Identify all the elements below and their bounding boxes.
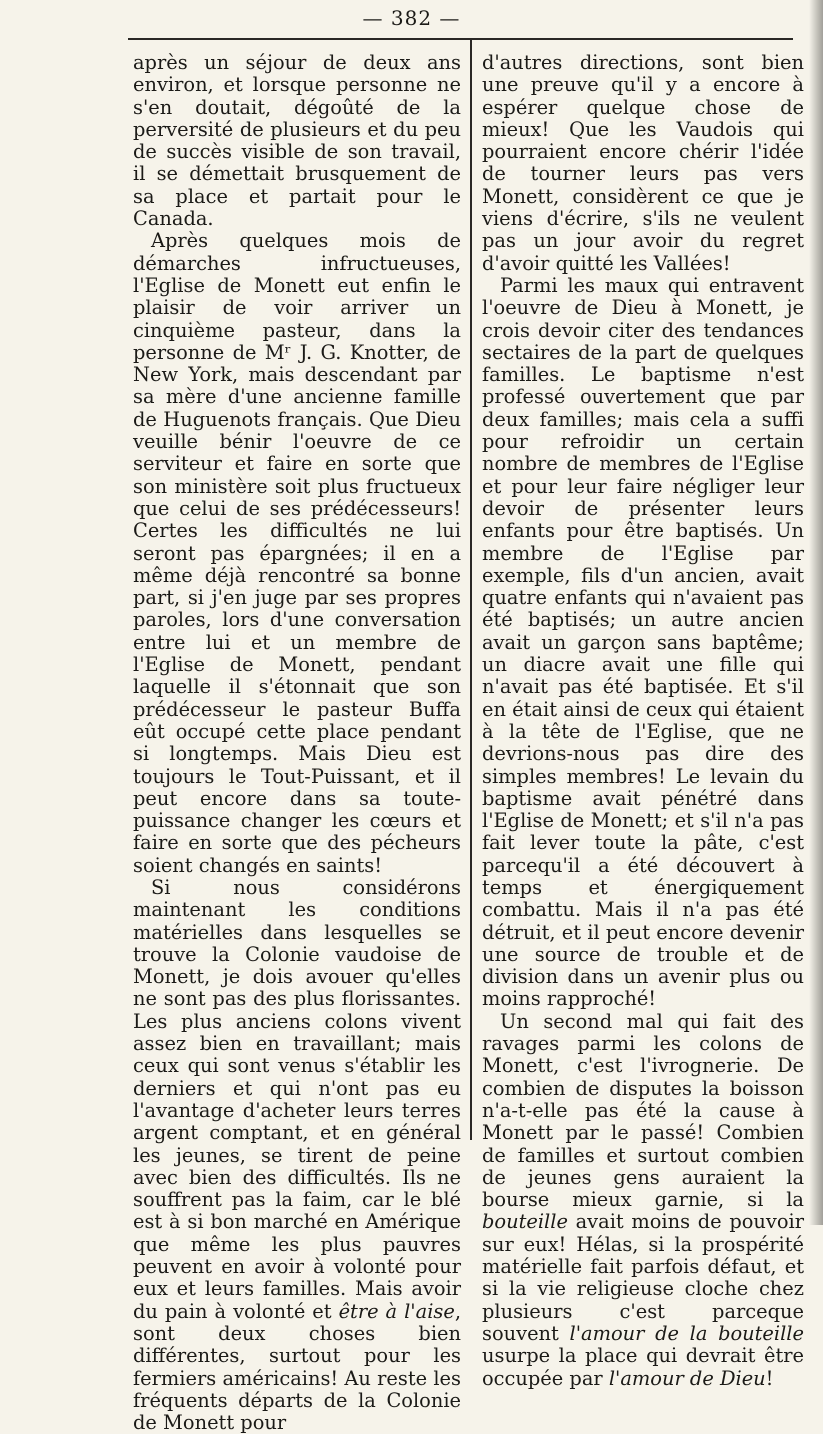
right-column: [482, 52, 804, 1390]
right-p3-text-b: avait moins de pouvoir sur eux! Hélas, si la prospérité matérielle fait parfois défaut, et si la vie religieuse cloche chez plusieurs c'est parceque souvent: [482, 1210, 804, 1345]
right-p3-text-d: !: [765, 1366, 774, 1390]
right-paragraph-3: [482, 1011, 804, 1390]
page-edge-shadow: [809, 0, 823, 1225]
right-p3-italic-bouteille: bouteille: [482, 1210, 568, 1234]
right-paragraph-1: d'autres directions, sont bien une preuve qu'il y a encore à espérer quelque chose de mieux! Que les Vaudois qui pourraient encore chérir l'idée de tourner leurs pas vers Monett, considèrent ce que je viens d'écrire, s'ils ne veulent pas un jour avoir du regret d'avoir quitté les Vallées!: [482, 51, 804, 275]
right-p3-text-c: usurpe la place qui devrait être occupée par: [482, 1344, 804, 1390]
left-paragraph-2: Après quelques mois de démarches infructueuses, l'Eglise de Monett eut enfin le plaisir de voir arriver un cinquième pasteur, dans la personne de Mʳ J. G. Knotter, de New York, mais descendant par sa mère d'une ancienne famille de Huguenots français. Que Dieu veuille bénir l'oeuvre de ce serviteur et faire en sorte que son ministère soit plus fructueux que celui de ses prédécesseurs! Certes les difficultés ne lui seront pas épargnées; il en a même déjà rencontré sa bonne part, si j'en juge par ses propres paroles, lors d'une conversation entre lui et un membre de l'Eglise de Monett, pendant laquelle il s'étonnait que son prédécesseur le pasteur Buffa eût occupé cette place pendant si longtemps. Mais Dieu est toujours le Tout-Puissant, et il peut encore dans sa toute-puissance changer les cœurs et faire en sorte que des pécheurs soient changés en saints!: [133, 229, 461, 877]
left-p3-text-a: Si nous considérons maintenant les conditions matérielles dans lesquelles se trouve la Colonie vaudoise de Monett, je dois avouer qu'elles ne sont pas des plus florissantes. Les plus anciens colons vivent assez bien en travaillant; mais ceux qui sont venus s'établir les derniers et qui n'ont pas eu l'avantage d'acheter leurs terres argent comptant, et en général les jeunes, se tirent de peine avec bien des difficultés. Ils ne souffrent pas la faim, car le blé est à si bon marché en Amérique que même les plus pauvres peuvent en avoir à volonté pour eux et leurs familles. Mais avoir du pain à volonté et: [133, 875, 461, 1323]
column-divider: [470, 40, 472, 1140]
right-p3-text-a: Un second mal qui fait des ravages parmi les colons de Monett, c'est l'ivrognerie. De combien de disputes la boisson n'a-t-elle pas été la cause à Monett par le passé! Combien de familles et surtout combien de jeunes gens auraient la bourse mieux garnie, si la: [482, 1009, 804, 1212]
header-rule: [128, 38, 793, 40]
left-paragraph-3: [133, 877, 461, 1434]
left-p3-text-b: , sont deux choses bien différentes, surtout pour les fermiers américains! Au reste les fréquents départs de la Colonie de Monett pour: [133, 1299, 461, 1434]
right-p3-italic-amour-bouteille: l'amour de la bouteille: [569, 1321, 804, 1345]
page-number: — 382 —: [362, 6, 461, 30]
right-paragraph-2: Parmi les maux qui entravent l'oeuvre de Dieu à Monett, je crois devoir citer des tendances sectaires de la part de quelques familles. Le baptisme n'est professé ouvertement que par deux familles; mais cela a suffi pour refroidir un certain nombre de membres de l'Eglise et pour leur faire négliger leur devoir de présenter leurs enfants pour être baptisés. Un membre de l'Eglise par exemple, fils d'un ancien, avait quatre enfants qui n'avaient pas été baptisés; un autre ancien avait un garçon sans baptême; un diacre avait une fille qui n'avait pas été baptisée. Et s'il en était ainsi de ceux qui étaient à la tête de l'Eglise, que ne devrions-nous pas dire des simples membres! Le levain du baptisme avait pénétré dans l'Eglise de Monett; et s'il n'a pas fait lever toute la pâte, c'est parcequ'il a été découvert à temps et énergiquement combattu. Mais il n'a pas été détruit, et il peut encore devenir une source de trouble et de division dans un avenir plus ou moins rapproché!: [482, 273, 804, 1011]
left-paragraph-1: après un séjour de deux ans environ, et lorsque personne ne s'en doutait, dégoûté de la perversité de plusieurs et du peu de succès visible de son travail, il se démettait brusquement de sa place et partait pour le Canada.: [133, 51, 461, 231]
left-p3-italic: être à l'aise: [338, 1299, 455, 1323]
right-p3-italic-amour-dieu: l'amour de Dieu: [608, 1366, 766, 1390]
left-column: [133, 52, 461, 1434]
